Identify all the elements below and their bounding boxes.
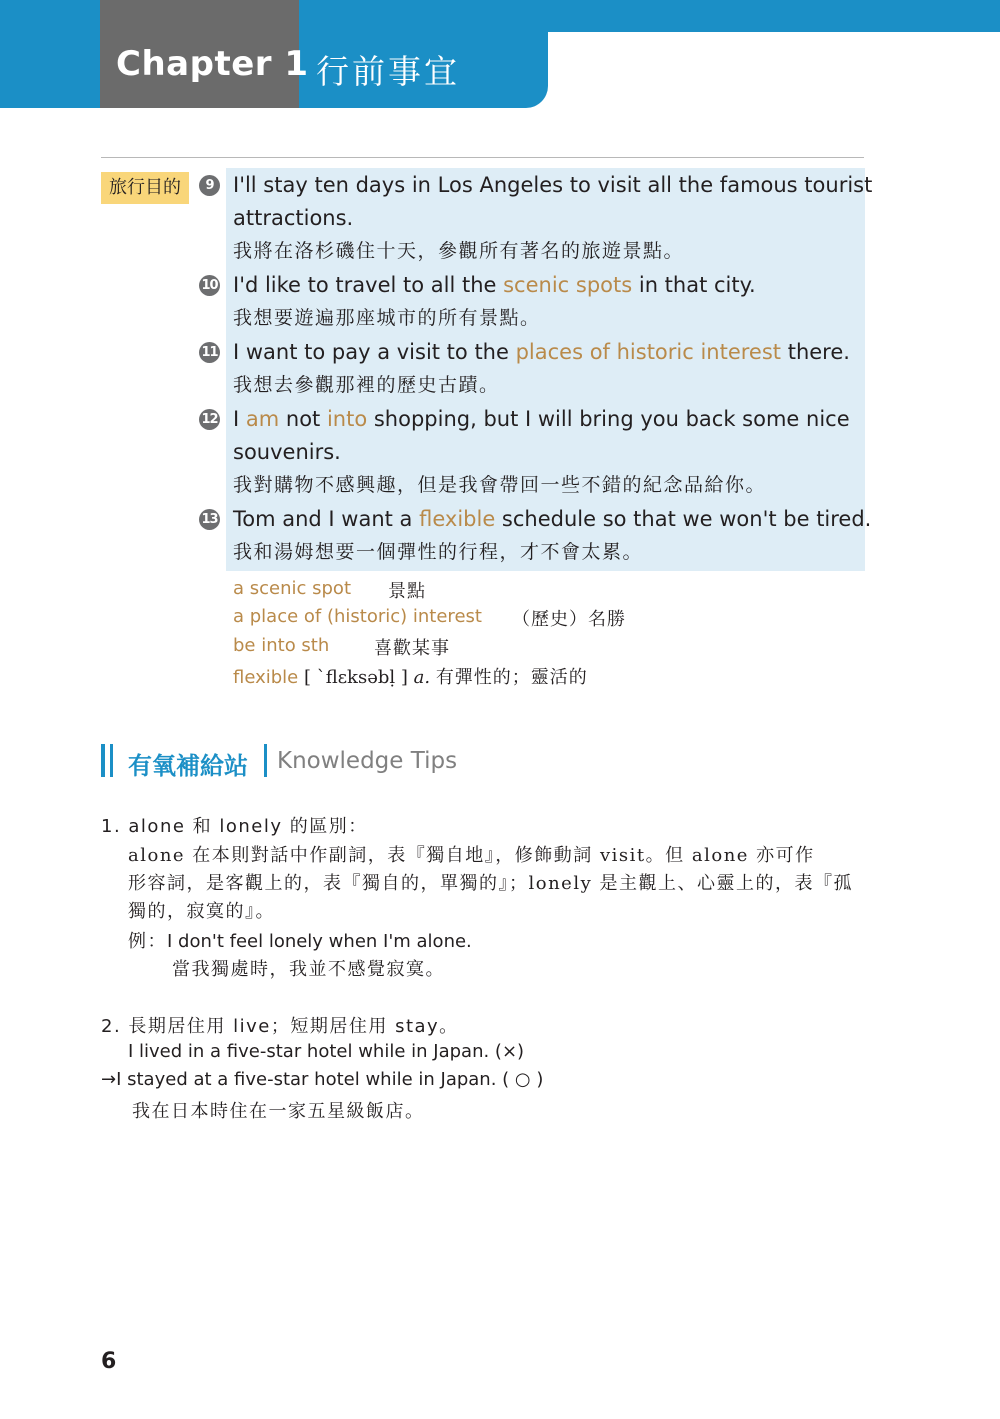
section-bar bbox=[110, 744, 113, 777]
tip-1-example bbox=[128, 927, 472, 953]
tip-1-line: alone 在本則對話中作副詞，表『獨自地』，修飾動詞 visit。但 alone 亦可作 bbox=[128, 845, 815, 866]
tips-title-en: Knowledge Tips bbox=[277, 748, 458, 774]
vocab-pos: a. bbox=[413, 667, 431, 688]
example-10-en: I'd like to travel to all the scenic spots in that city. bbox=[233, 273, 756, 297]
tip-1-example-zh: 當我獨處時，我並不感覺寂寞。 bbox=[172, 959, 445, 980]
vocab-term: a place of (historic) interest bbox=[233, 606, 482, 627]
example-11-zh: 我想去參觀那裡的歷史古蹟。 bbox=[233, 374, 500, 396]
chapter-label: Chapter 1 bbox=[116, 44, 309, 84]
highlight-term: into bbox=[326, 407, 368, 431]
tip-2-zh: 我在日本時住在一家五星級飯店。 bbox=[132, 1101, 425, 1122]
example-label: 例： bbox=[128, 931, 167, 952]
vocab-phonetic: [ ˋflɛksəbḷ ] bbox=[303, 667, 408, 688]
example-11-en: I want to pay a visit to the places of historic interest there. bbox=[233, 340, 850, 364]
vocab-meaning: 喜歡某事 bbox=[374, 638, 450, 659]
page-number: 6 bbox=[101, 1349, 117, 1374]
divider bbox=[101, 157, 864, 158]
vocab-term: a scenic spot bbox=[233, 578, 352, 599]
highlight-term: am bbox=[245, 407, 280, 431]
section-tag: 旅行目的 bbox=[101, 172, 189, 204]
example-number-12: 12 bbox=[199, 409, 220, 430]
tip-1-heading: 1. alone 和 lonely 的區別： bbox=[101, 816, 368, 837]
example-number-9: 9 bbox=[199, 175, 220, 196]
vocab-term: be into sth bbox=[233, 635, 330, 656]
example-number-10: 10 bbox=[199, 275, 220, 296]
example-number-11: 11 bbox=[199, 342, 220, 363]
example-10-zh: 我想要遊遍那座城市的所有景點。 bbox=[233, 307, 541, 329]
example-en: I don't feel lonely when I'm alone. bbox=[167, 931, 472, 952]
section-bar bbox=[101, 744, 105, 777]
section-bar bbox=[264, 744, 267, 777]
tip-1-line: 獨的，寂寞的』。 bbox=[128, 901, 275, 922]
example-9-en-line2: attractions. bbox=[233, 206, 354, 230]
example-13-en: Tom and I want a flexible schedule so that we won't be tired. bbox=[233, 507, 872, 531]
arrow-icon: → bbox=[101, 1069, 117, 1090]
chapter-title: 行前事宜 bbox=[316, 52, 460, 91]
vocab-entry-flexible bbox=[233, 663, 588, 689]
example-9-zh: 我將在洛杉磯住十天，參觀所有著名的旅遊景點。 bbox=[233, 240, 685, 262]
tips-title-cn: 有氧補給站 bbox=[128, 752, 248, 780]
highlight-term: places of historic interest bbox=[515, 340, 782, 364]
vocab-meaning: （歷史）名勝 bbox=[512, 609, 626, 630]
tip-2-heading: 2. 長期居住用 live；短期居住用 stay。 bbox=[101, 1016, 459, 1037]
tip-1-line: 形容詞，是客觀上的，表『獨自的，單獨的』；lonely 是主觀上、心靈上的，表『孤 bbox=[128, 873, 853, 894]
example-9-en-line1: I'll stay ten days in Los Angeles to visit all the famous tourist bbox=[233, 173, 873, 197]
example-13-zh: 我和湯姆想要一個彈性的行程，才不會太累。 bbox=[233, 541, 644, 563]
vocab-term: flexible bbox=[233, 667, 299, 688]
example-12-zh: 我對購物不感興趣，但是我會帶回一些不錯的紀念品給你。 bbox=[233, 474, 767, 496]
tip-2-right: →I stayed at a five-star hotel while in Japan. ( ○ ) bbox=[101, 1069, 544, 1090]
highlight-term: scenic spots bbox=[503, 273, 633, 297]
vocab-meaning: 有彈性的；靈活的 bbox=[435, 667, 588, 688]
example-12-en-line1: I am not into shopping, but I will bring you back some nice bbox=[233, 407, 850, 431]
example-number-13: 13 bbox=[199, 509, 220, 530]
highlight-term: flexible bbox=[419, 507, 496, 531]
example-12-en-line2: souvenirs. bbox=[233, 440, 341, 464]
tip-2-wrong: I lived in a five-star hotel while in Japan. (×) bbox=[128, 1041, 525, 1062]
vocab-meaning: 景點 bbox=[388, 581, 426, 602]
